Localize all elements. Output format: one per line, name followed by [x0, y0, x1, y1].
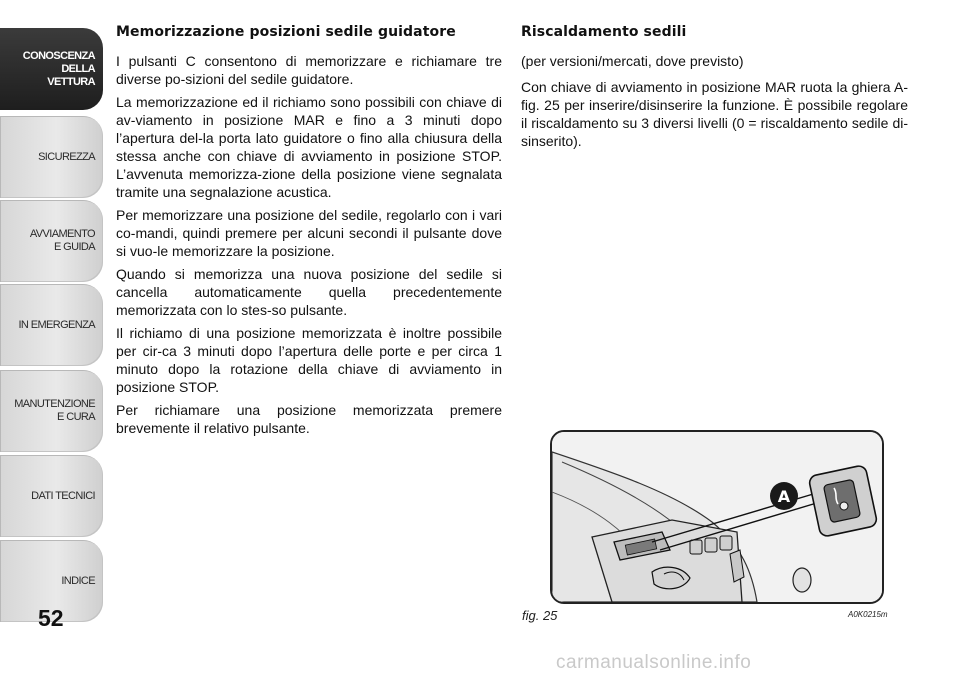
seat-console-illustration	[552, 432, 882, 602]
tab-label: DATI TECNICI	[31, 489, 95, 502]
figure-seat-heating-control	[550, 430, 884, 604]
callout-label: A	[777, 486, 791, 506]
paragraph: Per memorizzare una posizione del sedile, regolarlo con i vari co-mandi, quindi premere per alcuni secondi il pulsante dove si vuo-le memorizzare la posizione.	[116, 207, 502, 259]
tab-avviamento-e-guida[interactable]	[0, 200, 103, 282]
tab-label: IN EMERGENZA	[18, 318, 95, 331]
tab-dati-tecnici[interactable]	[0, 455, 103, 537]
figure-caption: fig. 25	[522, 608, 558, 623]
tab-conoscenza-della-vettura[interactable]	[0, 28, 103, 110]
availability-note: (per versioni/mercati, dove previsto)	[521, 53, 744, 69]
tab-label: AVVIAMENTO E GUIDA	[29, 228, 95, 253]
left-column	[116, 24, 502, 442]
paragraph: Quando si memorizza una nuova posizione del sedile si cancella automaticamente quella precedentemente memorizzata con lo stes-so pulsante.	[116, 266, 502, 318]
tab-label: MANUTENZIONE E CURA	[14, 398, 95, 423]
tab-label: CONOSCENZA DELLA VETTURA	[22, 49, 95, 88]
section-heading-seat-heating: Riscaldamento sedili	[521, 24, 687, 40]
tab-sicurezza[interactable]	[0, 116, 103, 198]
right-column	[521, 24, 908, 155]
paragraph: La memorizzazione ed il richiamo sono possibili con chiave di av-viamento in posizione MAR e fino a 3 minuti dopo l’apertura del-la porta lato guidatore o fino alla chiusura della stessa anche con chiave di avviamento in posizione STOP. L’avvenuta memorizza-zione della posizione viene segnalata tramite una segnalazione acustica.	[116, 94, 502, 200]
paragraph: I pulsanti C consentono di memorizzare e richiamare tre diverse po-sizioni del sedile guidatore.	[116, 53, 502, 87]
tab-label: INDICE	[61, 574, 95, 587]
watermark-text: carmanualsonline.info	[556, 652, 752, 673]
callout-badge-a	[770, 482, 798, 510]
paragraph: Per richiamare una posizione memorizzata premere brevemente il relativo pulsante.	[116, 402, 502, 436]
tab-manutenzione-e-cura[interactable]	[0, 370, 103, 452]
paragraph: Il richiamo di una posizione memorizzata è inoltre possibile per cir-ca 3 minuti dopo l’apertura delle porte e per circa 1 minuto dopo la rotazione della chiave di avviamento in posizione STOP.	[116, 325, 502, 395]
tab-label: SICUREZZA	[38, 150, 95, 163]
section-heading-seat-memory: Memorizzazione posizioni sedile guidatore	[116, 24, 456, 40]
figure-code: A0K0215m	[848, 610, 888, 619]
paragraph: Con chiave di avviamento in posizione MAR ruota la ghiera A-fig. 25 per inserire/disinserire la funzione. È possibile regolare il riscaldamento su 3 diversi livelli (0 = riscaldamento sedile di-sinserito).	[521, 79, 908, 149]
page-number: 52	[38, 605, 64, 631]
tab-in-emergenza[interactable]	[0, 284, 103, 366]
